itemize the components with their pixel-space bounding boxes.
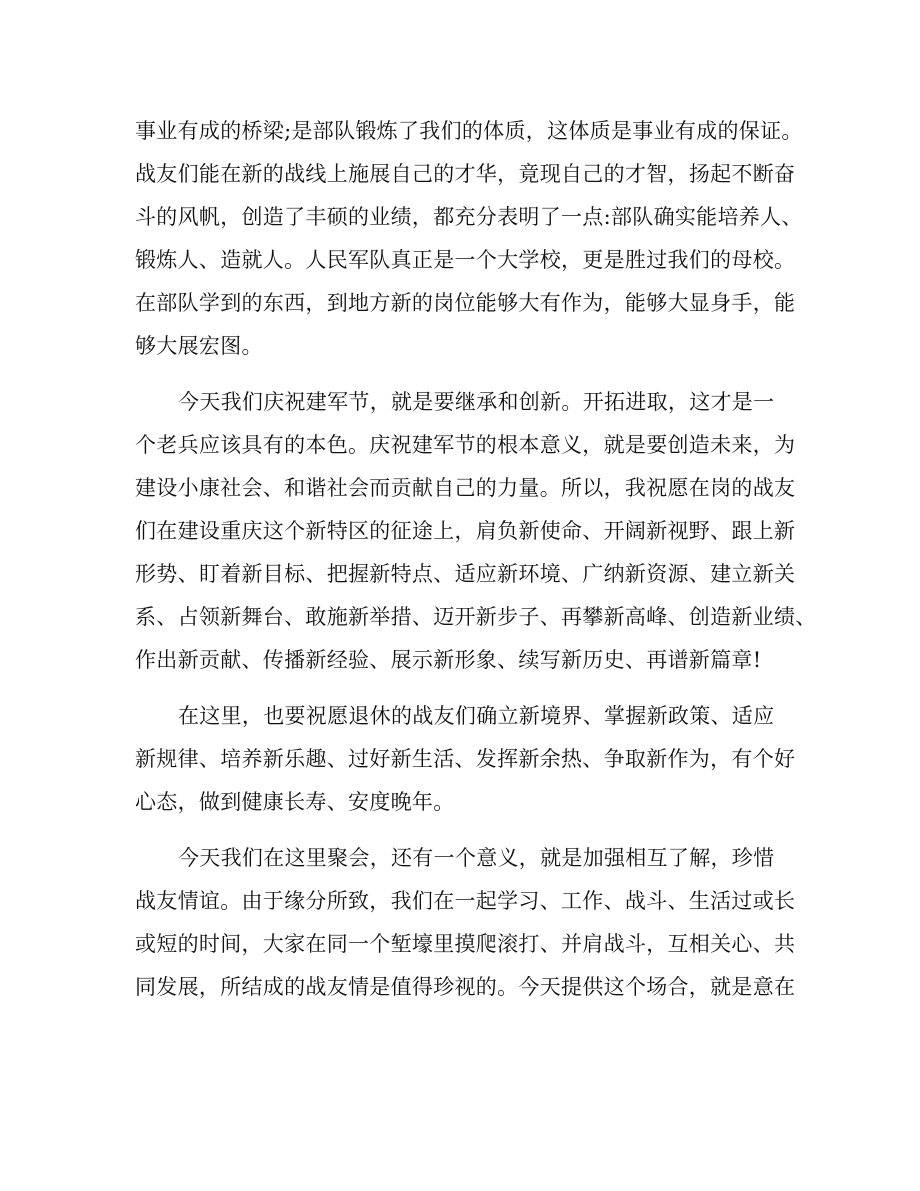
text-line: 作出新贡献、传播新经验、展示新形象、续写新历史、再谱新篇章! bbox=[135, 648, 762, 672]
paragraph-first-line: 今天我们庆祝建军节，就是要继承和创新。开拓进取，这才是一 bbox=[178, 390, 775, 414]
text-line: 系、占领新舞台、敢施新举措、迈开新步子、再攀新高峰、创造新业绩、 bbox=[135, 605, 817, 629]
text-line: 够大展宏图。 bbox=[135, 334, 263, 358]
text-line: 心态，做到健康长寿、安度晚年。 bbox=[135, 790, 455, 814]
paragraph-first-line: 在这里，也要祝愿退休的战友们确立新境界、掌握新政策、适应 bbox=[178, 704, 775, 728]
paragraph-first-line: 今天我们在这里聚会，还有一个意义，就是加强相互了解，珍惜 bbox=[178, 846, 775, 870]
text-line: 在部队学到的东西，到地方新的岗位能够大有作为，能够大显身手，能 bbox=[135, 291, 796, 315]
text-line: 新规律、培养新乐趣、过好新生活、发挥新余热、争取新作为，有个好 bbox=[135, 747, 796, 771]
text-line: 斗的风帆，创造了丰硕的业绩，都充分表明了一点:部队确实能培养人、 bbox=[135, 205, 803, 229]
text-line: 形势、盯着新目标、把握新特点、适应新环境、广纳新资源、建立新关 bbox=[135, 562, 796, 586]
text-line: 建设小康社会、和谐社会而贡献自己的力量。所以，我祝愿在岗的战友 bbox=[135, 476, 796, 500]
text-line: 个老兵应该具有的本色。庆祝建军节的根本意义，就是要创造未来，为 bbox=[135, 433, 796, 457]
text-line: 事业有成的桥梁;是部队锻炼了我们的体质，这体质是事业有成的保证。 bbox=[135, 119, 803, 143]
text-line: 锻炼人、造就人。人民军队真正是一个大学校，更是胜过我们的母校。 bbox=[135, 248, 796, 272]
text-line: 或短的时间，大家在同一个堑壕里摸爬滚打、并肩战斗，互相关心、共 bbox=[135, 932, 796, 956]
text-line: 战友们能在新的战线上施展自己的才华，竟现自己的才智，扬起不断奋 bbox=[135, 162, 796, 186]
text-line: 同发展，所结成的战友情是值得珍视的。今天提供这个场合，就是意在 bbox=[135, 975, 796, 999]
text-line: 战友情谊。由于缘分所致，我们在一起学习、工作、战斗、生活过或长 bbox=[135, 889, 796, 913]
text-line: 们在建设重庆这个新特区的征途上，肩负新使命、开阔新视野、跟上新 bbox=[135, 519, 796, 543]
